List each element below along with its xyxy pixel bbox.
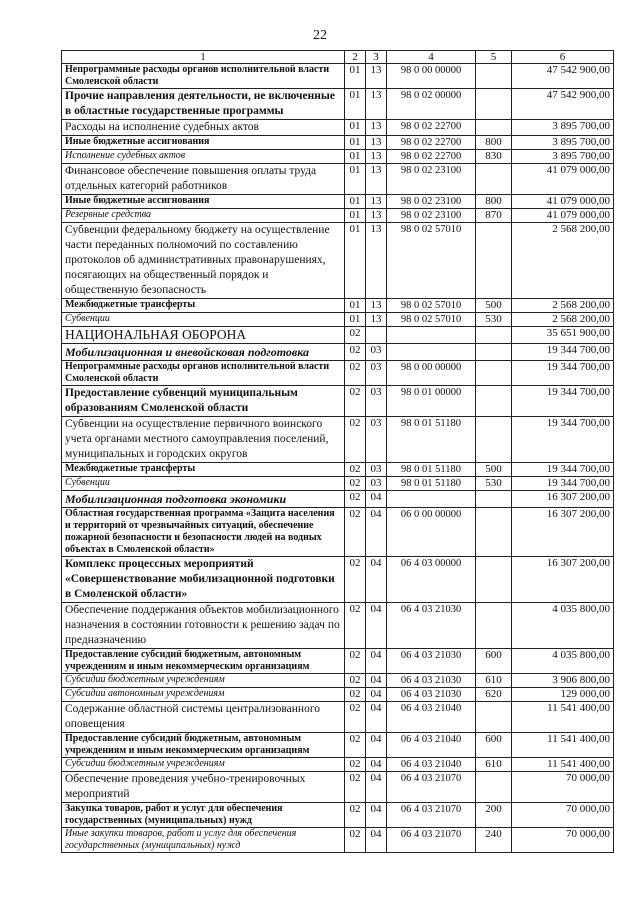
amount-cell: 11 541 400,00: [512, 733, 614, 758]
target-article-cell: 06 4 03 21040: [387, 758, 476, 772]
table-row: [62, 344, 614, 361]
table-row: [62, 150, 614, 164]
table-row: [62, 828, 614, 853]
column-header: 5: [476, 51, 512, 64]
expense-name-cell: Иные бюджетные ассигнования: [62, 195, 345, 209]
page-number: 22: [313, 28, 327, 43]
subsection-code-cell: 13: [366, 89, 387, 120]
target-article-cell: 06 4 03 00000: [387, 557, 476, 603]
subsection-code-cell: 13: [366, 209, 387, 223]
section-code-cell: 02: [345, 758, 366, 772]
expense-type-cell: [476, 491, 512, 508]
table-row: [62, 758, 614, 772]
subsection-code-cell: [366, 327, 387, 344]
table-row: [62, 64, 614, 89]
subsection-code-cell: 04: [366, 491, 387, 508]
amount-cell: 4 035 800,00: [512, 649, 614, 674]
expense-name-cell: Субсидии автономным учреждениям: [62, 688, 345, 702]
column-header: 2: [345, 51, 366, 64]
expense-name-cell: Иные бюджетные ассигнования: [62, 136, 345, 150]
target-article-cell: 06 4 03 21070: [387, 828, 476, 853]
table-row: [62, 386, 614, 417]
expense-name-cell: Обеспечение проведения учебно-тренировочных мероприятий: [62, 772, 345, 803]
table-row: [62, 299, 614, 313]
target-article-cell: 98 0 02 22700: [387, 150, 476, 164]
amount-cell: 3 895 700,00: [512, 136, 614, 150]
target-article-cell: 98 0 00 00000: [387, 64, 476, 89]
table-row: [62, 463, 614, 477]
expense-type-cell: 610: [476, 674, 512, 688]
target-article-cell: 98 0 02 57010: [387, 223, 476, 299]
target-article-cell: 98 0 02 23100: [387, 209, 476, 223]
expense-type-cell: [476, 557, 512, 603]
section-code-cell: 01: [345, 120, 366, 136]
target-article-cell: 98 0 02 00000: [387, 89, 476, 120]
expense-name-cell: Межбюджетные трансферты: [62, 463, 345, 477]
expense-type-cell: 500: [476, 463, 512, 477]
section-code-cell: 02: [345, 603, 366, 649]
section-code-cell: 01: [345, 64, 366, 89]
amount-cell: 16 307 200,00: [512, 508, 614, 557]
subsection-code-cell: 13: [366, 64, 387, 89]
table-row: [62, 136, 614, 150]
table-row: [62, 164, 614, 195]
subsection-code-cell: 04: [366, 688, 387, 702]
expense-name-cell: Прочие направления деятельности, не включенные в областные государственные программы: [62, 89, 345, 120]
expense-name-cell: Субвенции на осуществление первичного воинского учета органами местного самоуправления поселений, муниципальных и городских округов: [62, 417, 345, 463]
table-row: [62, 674, 614, 688]
subsection-code-cell: 04: [366, 674, 387, 688]
amount-cell: 16 307 200,00: [512, 557, 614, 603]
amount-cell: 16 307 200,00: [512, 491, 614, 508]
expense-type-cell: [476, 508, 512, 557]
expense-type-cell: 240: [476, 828, 512, 853]
section-code-cell: 02: [345, 327, 366, 344]
amount-cell: 19 344 700,00: [512, 477, 614, 491]
expense-type-cell: 620: [476, 688, 512, 702]
amount-cell: 41 079 000,00: [512, 195, 614, 209]
amount-cell: 47 542 900,00: [512, 89, 614, 120]
table-row: [62, 803, 614, 828]
expense-name-cell: Непрограммные расходы органов исполнительной власти Смоленской области: [62, 64, 345, 89]
target-article-cell: [387, 344, 476, 361]
expense-name-cell: Предоставление субсидий бюджетным, автономным учреждениям и иным некоммерческим организациям: [62, 649, 345, 674]
section-code-cell: 01: [345, 89, 366, 120]
expense-type-cell: [476, 603, 512, 649]
expense-type-cell: [476, 64, 512, 89]
expense-name-cell: Субвенции федеральному бюджету на осуществление части переданных полномочий по составлению протоколов об административных правонарушениях, посягающих на общественный порядок и общественную безопасность: [62, 223, 345, 299]
amount-cell: 19 344 700,00: [512, 344, 614, 361]
table-row: [62, 688, 614, 702]
target-article-cell: 98 0 00 00000: [387, 361, 476, 386]
expense-name-cell: Иные закупки товаров, работ и услуг для обеспечения государственных (муниципальных) нужд: [62, 828, 345, 853]
subsection-code-cell: 04: [366, 758, 387, 772]
section-code-cell: 01: [345, 195, 366, 209]
subsection-code-cell: 04: [366, 803, 387, 828]
expense-type-cell: [476, 164, 512, 195]
section-code-cell: 02: [345, 491, 366, 508]
section-code-cell: 02: [345, 772, 366, 803]
table-row: [62, 702, 614, 733]
amount-cell: 41 079 000,00: [512, 164, 614, 195]
target-article-cell: 06 4 03 21070: [387, 803, 476, 828]
expense-name-cell: Обеспечение поддержания объектов мобилизационного назначения в состоянии готовности к решению задач по предназначению: [62, 603, 345, 649]
table-row: [62, 361, 614, 386]
amount-cell: 19 344 700,00: [512, 417, 614, 463]
section-code-cell: 01: [345, 136, 366, 150]
table-row: [62, 477, 614, 491]
expense-type-cell: 600: [476, 649, 512, 674]
expense-type-cell: 500: [476, 299, 512, 313]
amount-cell: 11 541 400,00: [512, 702, 614, 733]
amount-cell: 2 568 200,00: [512, 313, 614, 327]
table-row: [62, 649, 614, 674]
expense-type-cell: [476, 89, 512, 120]
subsection-code-cell: 13: [366, 195, 387, 209]
subsection-code-cell: 04: [366, 702, 387, 733]
table-row: [62, 733, 614, 758]
subsection-code-cell: 13: [366, 299, 387, 313]
amount-cell: 3 906 800,00: [512, 674, 614, 688]
expense-name-cell: Субвенции: [62, 313, 345, 327]
expense-type-cell: [476, 702, 512, 733]
table-row: [62, 557, 614, 603]
section-code-cell: 01: [345, 150, 366, 164]
table-row: [62, 772, 614, 803]
subsection-code-cell: 04: [366, 649, 387, 674]
target-article-cell: 98 0 01 51180: [387, 417, 476, 463]
expense-type-cell: [476, 772, 512, 803]
amount-cell: 35 651 900,00: [512, 327, 614, 344]
subsection-code-cell: 13: [366, 164, 387, 195]
expense-type-cell: 800: [476, 195, 512, 209]
expense-type-cell: 870: [476, 209, 512, 223]
target-article-cell: 06 4 03 21030: [387, 674, 476, 688]
section-code-cell: 01: [345, 164, 366, 195]
target-article-cell: 06 4 03 21040: [387, 733, 476, 758]
table-row: [62, 327, 614, 344]
section-code-cell: 01: [345, 313, 366, 327]
section-code-cell: 02: [345, 649, 366, 674]
column-header-row: [62, 51, 614, 64]
subsection-code-cell: 03: [366, 463, 387, 477]
section-code-cell: 02: [345, 557, 366, 603]
section-code-cell: 02: [345, 344, 366, 361]
target-article-cell: [387, 491, 476, 508]
expense-name-cell: Резервные средства: [62, 209, 345, 223]
section-code-cell: 02: [345, 477, 366, 491]
expense-name-cell: Содержание областной системы централизованного оповещения: [62, 702, 345, 733]
section-code-cell: 02: [345, 803, 366, 828]
amount-cell: 47 542 900,00: [512, 64, 614, 89]
target-article-cell: 06 4 03 21030: [387, 649, 476, 674]
table-row: [62, 417, 614, 463]
subsection-code-cell: 03: [366, 417, 387, 463]
subsection-code-cell: 04: [366, 733, 387, 758]
expense-type-cell: 200: [476, 803, 512, 828]
amount-cell: 19 344 700,00: [512, 386, 614, 417]
section-code-cell: 02: [345, 674, 366, 688]
subsection-code-cell: 03: [366, 386, 387, 417]
expense-name-cell: Непрограммные расходы органов исполнительной власти Смоленской области: [62, 361, 345, 386]
subsection-code-cell: 13: [366, 313, 387, 327]
expense-name-cell: Предоставление субсидий бюджетным, автономным учреждениям и иным некоммерческим организациям: [62, 733, 345, 758]
column-header: 6: [512, 51, 614, 64]
expense-name-cell: Исполнение судебных актов: [62, 150, 345, 164]
subsection-code-cell: 04: [366, 772, 387, 803]
budget-table: [61, 50, 614, 853]
expense-type-cell: [476, 386, 512, 417]
subsection-code-cell: 13: [366, 150, 387, 164]
expense-type-cell: [476, 327, 512, 344]
expense-name-cell: Расходы на исполнение судебных актов: [62, 120, 345, 136]
target-article-cell: 06 4 03 21070: [387, 772, 476, 803]
subsection-code-cell: 13: [366, 120, 387, 136]
subsection-code-cell: 04: [366, 508, 387, 557]
table-row: [62, 491, 614, 508]
table-row: [62, 223, 614, 299]
expense-type-cell: [476, 417, 512, 463]
table-row: [62, 195, 614, 209]
section-code-cell: 02: [345, 702, 366, 733]
expense-type-cell: 830: [476, 150, 512, 164]
amount-cell: 19 344 700,00: [512, 361, 614, 386]
column-header: 1: [62, 51, 345, 64]
amount-cell: 4 035 800,00: [512, 603, 614, 649]
expense-name-cell: Областная государственная программа «Защита населения и территорий от чрезвычайных ситуаций, обеспечение пожарной безопасности и безопасности людей на водных объектах в Смоленской области»: [62, 508, 345, 557]
target-article-cell: 98 0 02 22700: [387, 136, 476, 150]
expense-type-cell: [476, 223, 512, 299]
section-code-cell: 02: [345, 386, 366, 417]
section-code-cell: 02: [345, 688, 366, 702]
target-article-cell: 98 0 02 57010: [387, 313, 476, 327]
target-article-cell: 98 0 02 22700: [387, 120, 476, 136]
section-code-cell: 01: [345, 209, 366, 223]
target-article-cell: 06 4 03 21040: [387, 702, 476, 733]
amount-cell: 19 344 700,00: [512, 463, 614, 477]
target-article-cell: 98 0 02 57010: [387, 299, 476, 313]
subsection-code-cell: 04: [366, 828, 387, 853]
amount-cell: 70 000,00: [512, 772, 614, 803]
subsection-code-cell: 13: [366, 136, 387, 150]
column-header: 3: [366, 51, 387, 64]
section-code-cell: 02: [345, 417, 366, 463]
column-header: 4: [387, 51, 476, 64]
target-article-cell: [387, 327, 476, 344]
table-row: [62, 120, 614, 136]
section-code-cell: 01: [345, 223, 366, 299]
section-code-cell: 02: [345, 508, 366, 557]
target-article-cell: 98 0 02 23100: [387, 195, 476, 209]
expense-name-cell: НАЦИОНАЛЬНАЯ ОБОРОНА: [62, 327, 345, 344]
subsection-code-cell: 03: [366, 477, 387, 491]
target-article-cell: 06 4 03 21030: [387, 688, 476, 702]
expense-name-cell: Межбюджетные трансферты: [62, 299, 345, 313]
expense-name-cell: Закупка товаров, работ и услуг для обеспечения государственных (муниципальных) нужд: [62, 803, 345, 828]
section-code-cell: 02: [345, 733, 366, 758]
amount-cell: 129 000,00: [512, 688, 614, 702]
amount-cell: 3 895 700,00: [512, 150, 614, 164]
section-code-cell: 02: [345, 463, 366, 477]
expense-type-cell: 610: [476, 758, 512, 772]
table-row: [62, 89, 614, 120]
subsection-code-cell: 03: [366, 361, 387, 386]
amount-cell: 70 000,00: [512, 803, 614, 828]
section-code-cell: 01: [345, 299, 366, 313]
target-article-cell: 06 4 03 21030: [387, 603, 476, 649]
expense-type-cell: [476, 361, 512, 386]
expense-name-cell: Субвенции: [62, 477, 345, 491]
amount-cell: 11 541 400,00: [512, 758, 614, 772]
target-article-cell: 98 0 01 51180: [387, 463, 476, 477]
target-article-cell: 98 0 01 00000: [387, 386, 476, 417]
amount-cell: 41 079 000,00: [512, 209, 614, 223]
target-article-cell: 06 0 00 00000: [387, 508, 476, 557]
subsection-code-cell: 04: [366, 557, 387, 603]
expense-type-cell: 800: [476, 136, 512, 150]
subsection-code-cell: 04: [366, 603, 387, 649]
target-article-cell: 98 0 01 51180: [387, 477, 476, 491]
section-code-cell: 02: [345, 828, 366, 853]
expense-type-cell: 530: [476, 313, 512, 327]
expense-name-cell: Финансовое обеспечение повышения оплаты труда отдельных категорий работников: [62, 164, 345, 195]
amount-cell: 2 568 200,00: [512, 223, 614, 299]
amount-cell: 3 895 700,00: [512, 120, 614, 136]
target-article-cell: 98 0 02 23100: [387, 164, 476, 195]
expense-type-cell: [476, 344, 512, 361]
expense-name-cell: Мобилизационная и вневойсковая подготовка: [62, 344, 345, 361]
section-code-cell: 02: [345, 361, 366, 386]
expense-name-cell: Субсидии бюджетным учреждениям: [62, 674, 345, 688]
expense-type-cell: 530: [476, 477, 512, 491]
table-row: [62, 603, 614, 649]
subsection-code-cell: 03: [366, 344, 387, 361]
table-row: [62, 313, 614, 327]
subsection-code-cell: 13: [366, 223, 387, 299]
expense-name-cell: Субсидии бюджетным учреждениям: [62, 758, 345, 772]
amount-cell: 70 000,00: [512, 828, 614, 853]
expense-type-cell: [476, 120, 512, 136]
expense-name-cell: Комплекс процессных мероприятий «Совершенствование мобилизационной подготовки в Смоленской области»: [62, 557, 345, 603]
amount-cell: 2 568 200,00: [512, 299, 614, 313]
expense-name-cell: Мобилизационная подготовка экономики: [62, 491, 345, 508]
budget-table-body: [62, 64, 614, 853]
expense-type-cell: 600: [476, 733, 512, 758]
table-row: [62, 209, 614, 223]
table-row: [62, 508, 614, 557]
expense-name-cell: Предоставление субвенций муниципальным образованиям Смоленской области: [62, 386, 345, 417]
